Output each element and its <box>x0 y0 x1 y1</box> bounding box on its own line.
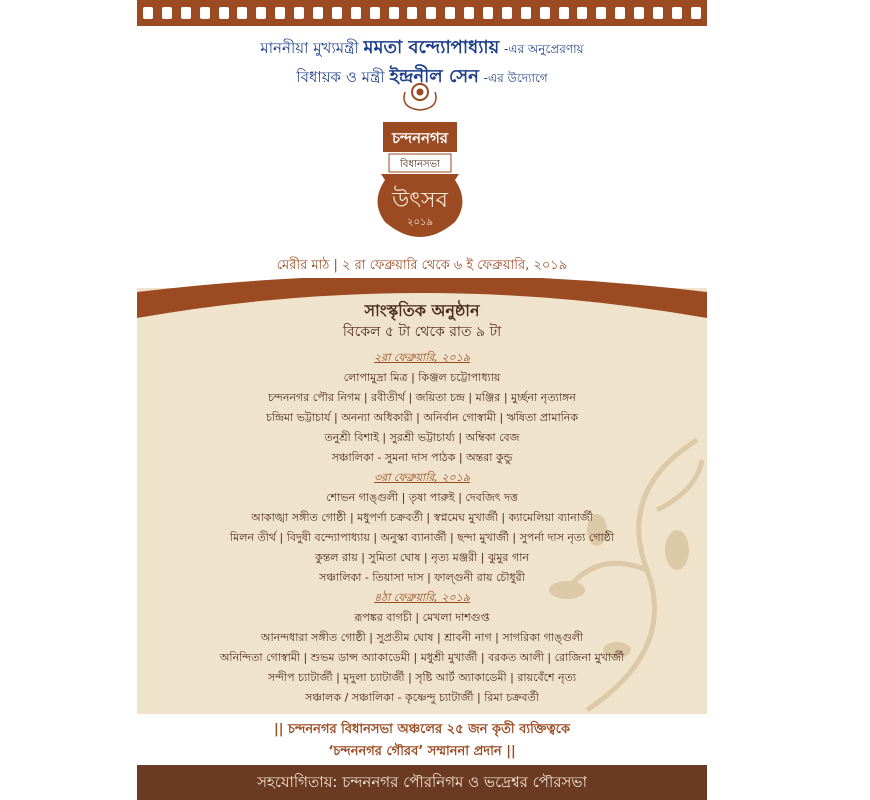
performer-row: চন্দননগর পৌর নিগম | রবীতীর্থ | জয়িতা চন্দ্র | মঞ্জির | মুর্চ্ছনা নৃত্যাঙ্গন <box>268 391 576 404</box>
program-title: সাংস্কৃতিক অনুষ্ঠান <box>364 301 480 320</box>
patron-suffix: -এর অনুপ্রেরণায় <box>504 42 584 56</box>
performer-row: চন্দ্রিমা ভট্টাচার্য | অনন্যা অধিকারী | অনির্বান গোস্বামী | ঋষিতা প্রামানিক <box>265 411 579 424</box>
performer-row: আনন্দধারা সঙ্গীত গোষ্ঠী | সুপ্রতীম ঘোষ | শ্রাবনী নাগ | সাগরিকা গাঙ্গুলী <box>260 631 584 644</box>
performer-row: লোপামুদ্রা মিত্র | কিঞ্জল চট্টোপাধ্যায় <box>343 371 501 384</box>
performer-row: সন্দীপ চ্যাটার্জী | মৃদুলা চ্যাটার্জী | সৃষ্টি আর্ট অ্যাকাডেমী | রায়বেঁশে নৃত্য <box>267 671 577 684</box>
performer-row: অনিন্দিতা গোস্বামী | শুভম ডান্স অ্যাকাডেমী | মধুশ্রী মুখার্জী | বরকত আলী | রোজিনা মুখার্জী <box>219 651 625 664</box>
organizer-name: ইন্দ্রনীল সেন <box>389 66 479 87</box>
festival-logo <box>365 82 475 242</box>
poster <box>137 0 707 800</box>
logo-sub: বিধানসভা <box>400 159 440 170</box>
performer-row: কুন্তল রায় | সুমিতা ঘোষ | নৃত্য মঞ্জরী | ঝুমুর গান <box>315 551 529 564</box>
performer-row: শোভন গাঙ্গুলী | তৃষা পারুই | দেবজিৎ দত্ত <box>326 491 518 504</box>
footer-sponsors <box>137 765 707 800</box>
patron-title: মাননীয়া মুখ্যমন্ত্রী <box>260 39 359 57</box>
organizer-suffix: -এর উদ্যোগে <box>483 71 548 85</box>
honor-line-2: ‘চন্দননগর গৌরব’ সম্মাননা প্রদান || <box>328 744 516 759</box>
performer-row: সঞ্চালিকা - তিয়াসা দাস | ফাল্গুনী রায় চৌধুরী <box>319 571 525 584</box>
honor-line-1: || চন্দননগর বিধানসভা অঞ্চলের ২৫ জন কৃতী ব্যক্তিত্বকে <box>273 722 571 737</box>
performer-row: তনুশ্রী বিশাই | সুরশ্রী ভট্টাচার্য্য | অম্বিকা বেজ <box>324 431 520 444</box>
logo-name: চন্দননগর <box>391 129 449 147</box>
honor-banner <box>137 714 707 766</box>
performer-row: রূপঙ্কর বাগচী | মেখলা দাশগুপ্ত <box>354 611 490 624</box>
performer-row: আকাঙ্খা সঙ্গীত গোষ্ঠী | মধুপর্ণা চক্রবর্তী | স্বপ্নমেঘ মুখার্জী | ক্যামেলিয়া ব্যানার্জী <box>251 511 593 524</box>
performer-row: মিলন তীর্থ | বিদুষী বন্দ্যোপাধ্যায় | অনুস্কা ব্যানার্জী | ছন্দা মুখার্জী | সুপর্না দাস নৃত্য গোষ্ঠী <box>229 531 615 544</box>
venue-dates: মেরীর মাঠ | ২ রা ফেব্রুয়ারি থেকে ৬ ই ফেব্রুয়ারি, ২০১৯ <box>276 258 568 273</box>
logo-festival: উৎসব <box>392 188 448 213</box>
organizer-title: বিধায়ক ও মন্ত্রী <box>296 68 385 86</box>
patron-name: মমতা বন্দ্যোপাধ্যায় <box>363 37 500 58</box>
footer-text: সহযোগিতায়: চন্দননগর পৌরনিগম ও ভদ্রেশ্বর পৌরসভা <box>257 773 587 791</box>
film-strip-border <box>137 0 707 26</box>
performer-row: সঞ্চালক / সঞ্চালিকা - কৃষ্ণেন্দু চ্যাটার্জী | রিমা চক্রবর্তী <box>305 691 539 704</box>
patron-line <box>137 33 707 64</box>
performer-row: সঞ্চালিকা - সুমনা দাস পাঠক | অন্তরা কুন্ডু <box>331 451 513 464</box>
day2-date: ৩রা ফেব্রুয়ারি, ২০১৯ <box>374 471 470 484</box>
day3-date: ৪ঠা ফেব্রুয়ারি, ২০১৯ <box>374 591 470 604</box>
program-time: বিকেল ৫ টা থেকে রাত ৯ টা <box>342 324 502 340</box>
logo-year: ২০১৯ <box>407 217 433 228</box>
day1-date: ২রা ফেব্রুয়ারি, ২০১৯ <box>374 351 470 364</box>
